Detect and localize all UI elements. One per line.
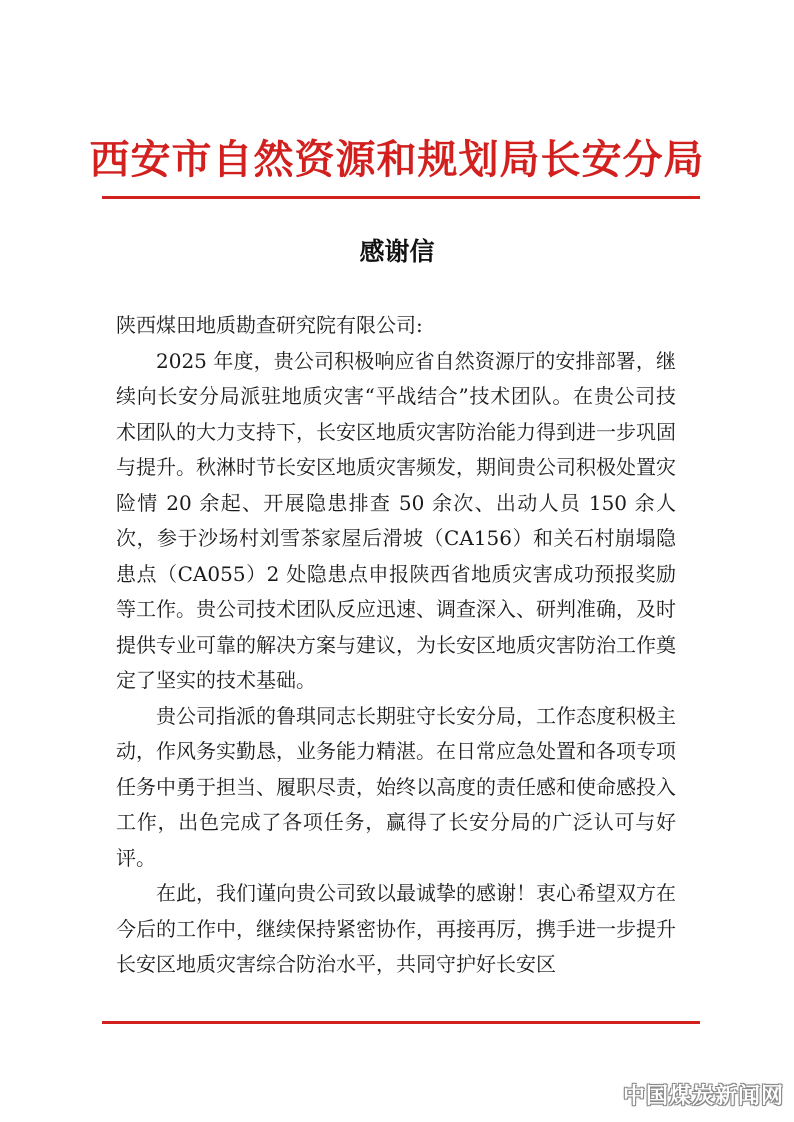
watermark-logo: 中国煤炭新闻网 — [622, 1084, 784, 1109]
paragraph-3: 在此，我们谨向贵公司致以最诚挚的感谢！衷心希望双方在今后的工作中，继续保持紧密协作，再接再厉，携手进一步提升长安区地质灾害综合防治水平，共同守护好长安区 — [116, 881, 676, 976]
letterhead-title: 西安市自然资源和规划局长安分局 — [89, 136, 705, 183]
document-title: 感谢信 — [359, 237, 435, 266]
footer-red-rule — [102, 1021, 700, 1024]
paragraph-1: 2025 年度，贵公司积极响应省自然资源厅的安排部署，继续向长安分局派驻地质灾害“平战结合”技术团队。在贵公司技术团队的大力支持下，长安区地质灾害防治能力得到进一步巩固与提升。秋淋时节长安区地质灾害频发，期间贵公司积极处置灾险情 20 余起、开展隐患排查 50 余次、出动人员 150 余人次，参于沙场村刘雪茶家屋后滑坡（CA156）和关石村崩塌隐患点（CA055）2 处隐患点申报陕西省地质灾害成功预报奖励等工作。贵公司技术团队反应迅速、调查深入、研判准确，及时提供专业可靠的解决方案与建议，为长安区地质灾害防治工作奠定了坚实的技术基础。 — [116, 348, 676, 692]
letterhead-red-rule — [102, 196, 700, 199]
paragraph-2: 贵公司指派的鲁琪同志长期驻守长安分局，工作态度积极主动，作风务实勤恳，业务能力精湛。在日常应急处置和各项专项任务中勇于担当、履职尽责，始终以高度的责任感和使命感投入工作，出色完成了各项任务，赢得了长安分局的广泛认可与好评。 — [116, 703, 676, 870]
salutation: 陕西煤田地质勘查研究院有限公司: — [116, 313, 423, 337]
letter-body — [116, 308, 676, 983]
